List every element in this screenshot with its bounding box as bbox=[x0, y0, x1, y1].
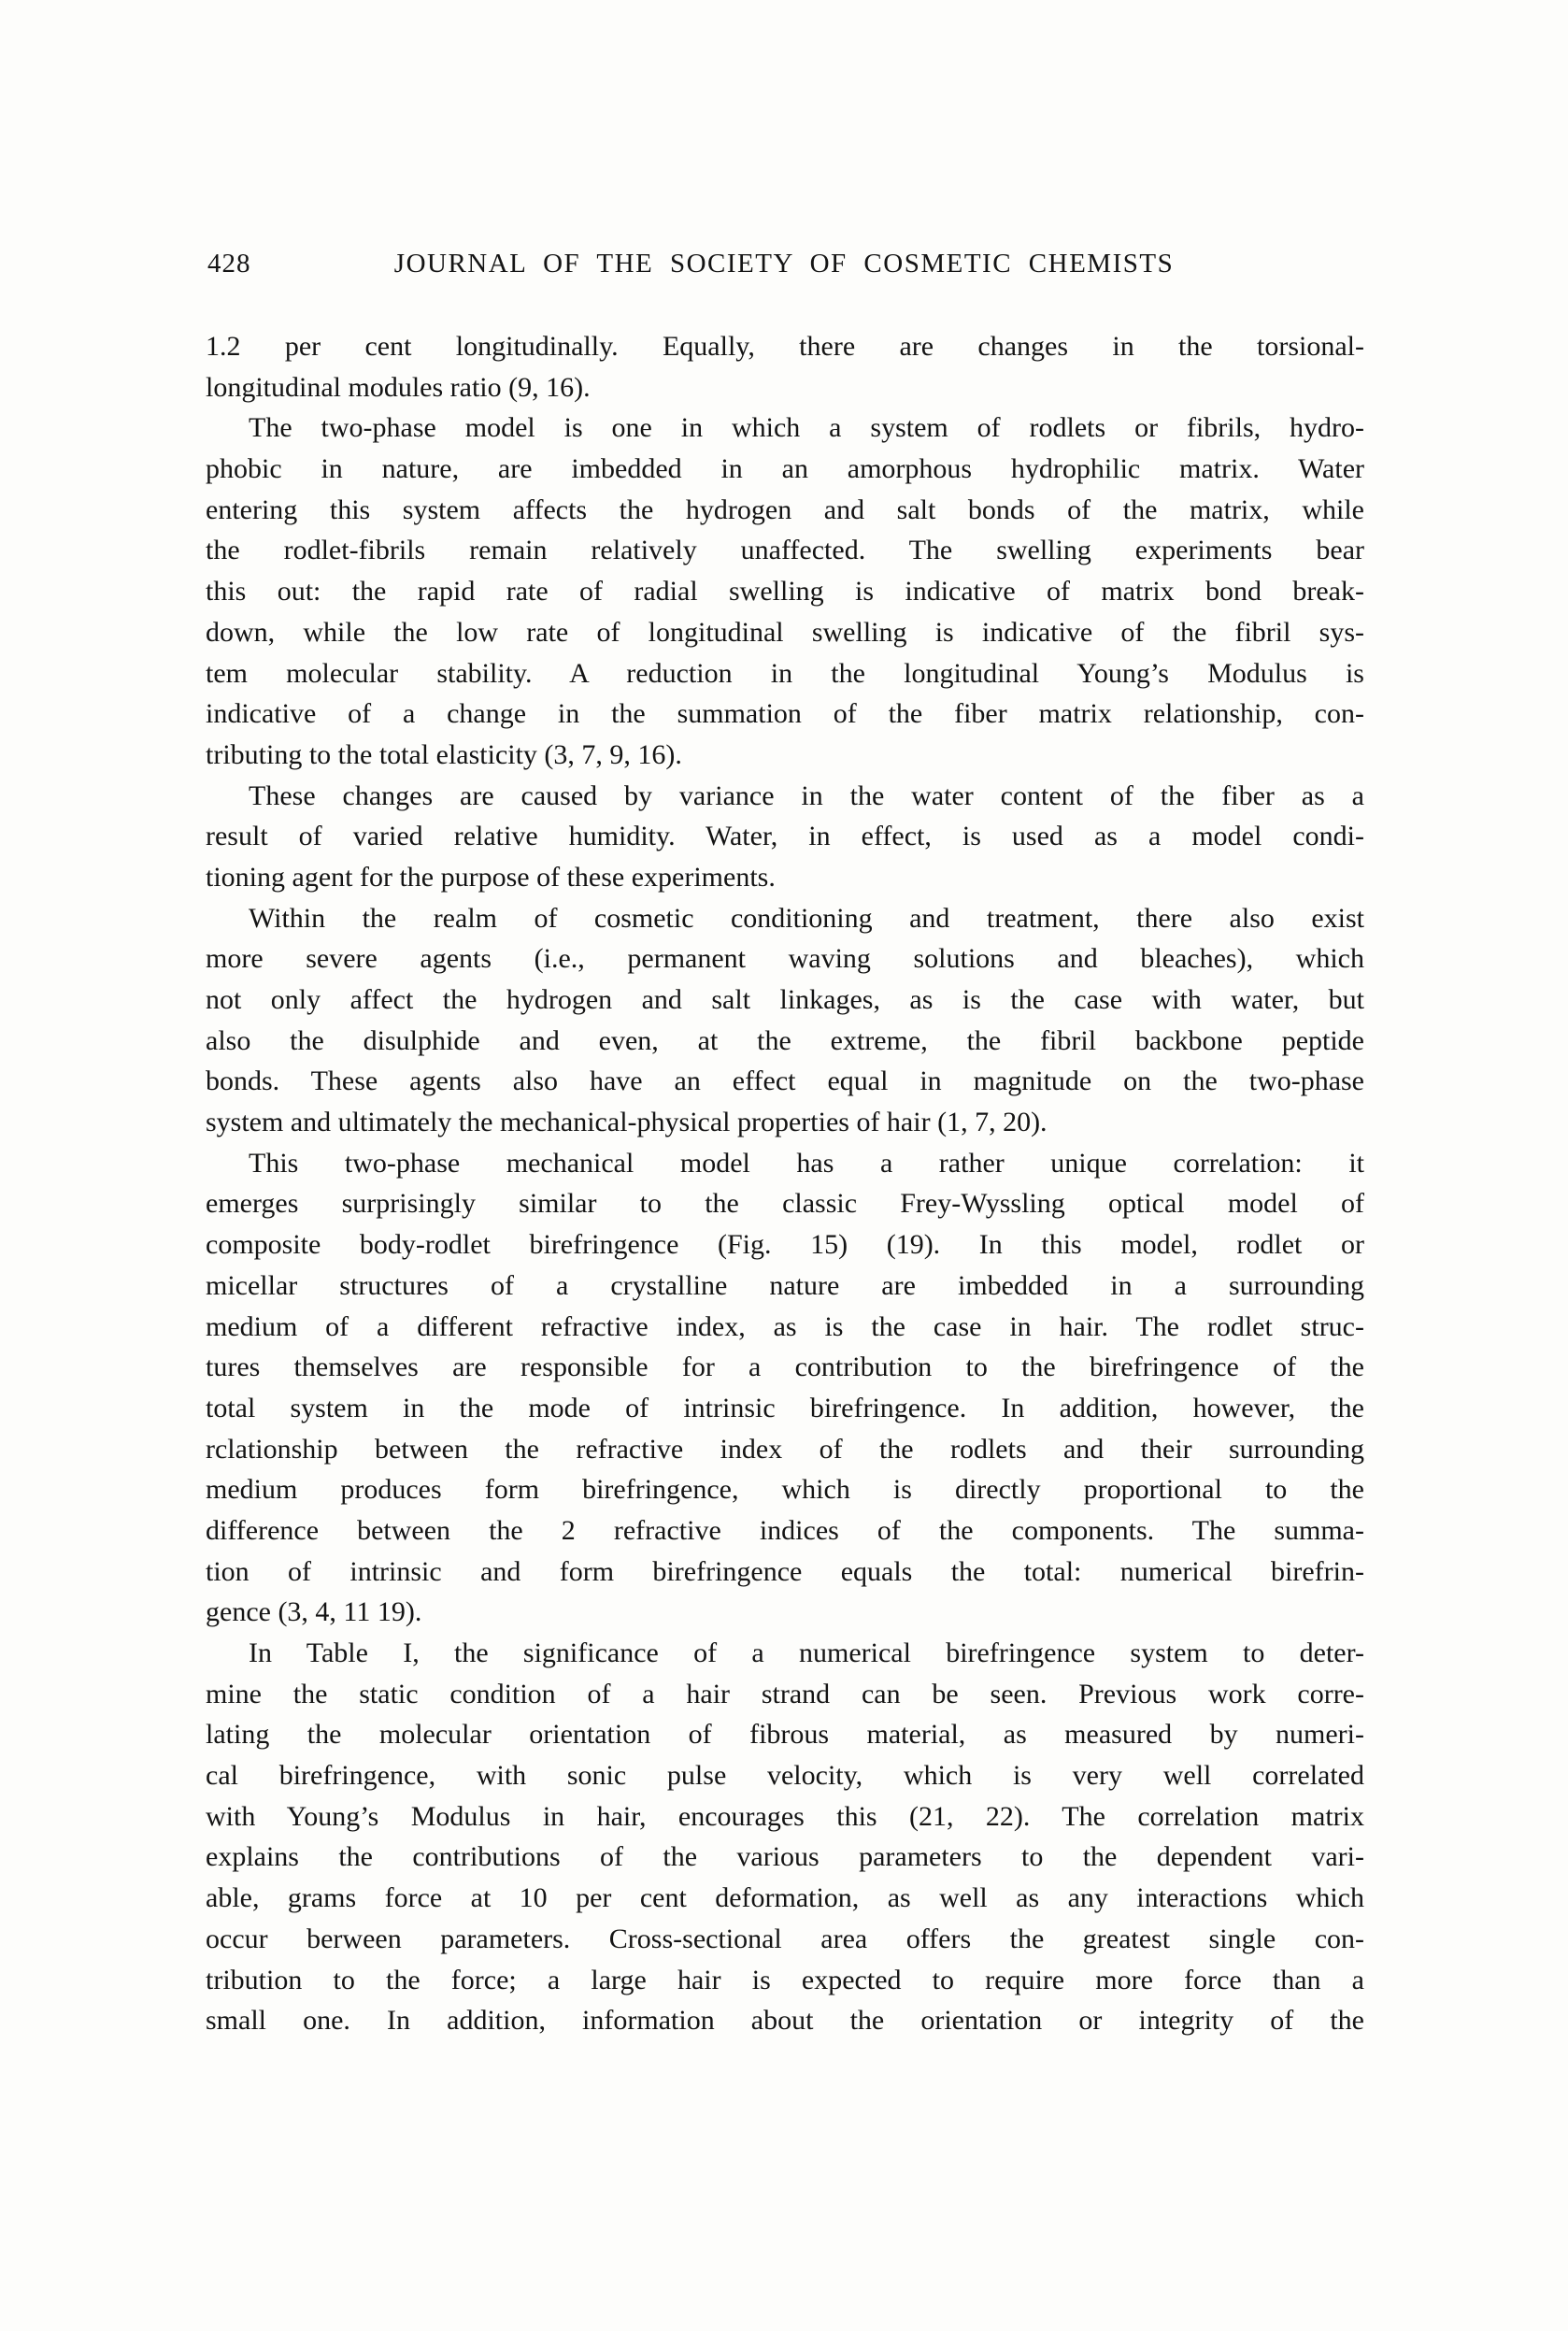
text-line: tioning agent for the purpose of these experiments. bbox=[206, 861, 776, 893]
text-line: medium of a different refractive index, as is the case in hair. The rodlet struc- bbox=[206, 1310, 1364, 1342]
text-line: gence (3, 4, 11 19). bbox=[206, 1596, 422, 1628]
text-line: Within the realm of cosmetic conditioning and treatment, there also exist bbox=[249, 902, 1364, 934]
text-line: tion of intrinsic and form birefringence equals the total: numerical birefrin- bbox=[206, 1555, 1364, 1587]
text-line: total system in the mode of intrinsic birefringence. In addition, however, the bbox=[206, 1392, 1364, 1423]
text-line: entering this system affects the hydrogen and salt bonds of the matrix, while bbox=[206, 493, 1364, 525]
text-line: indicative of a change in the summation of the fiber matrix relationship, con- bbox=[206, 698, 1364, 730]
text-line: composite body-rodlet birefringence (Fig. 15) (19). In this model, rodlet or bbox=[206, 1229, 1364, 1261]
text-line: longitudinal modules ratio (9, 16). bbox=[206, 371, 591, 403]
text-line: emerges surprisingly similar to the classic Frey-Wyssling optical model of bbox=[206, 1188, 1364, 1220]
text-line: not only affect the hydrogen and salt linkages, as is the case with water, but bbox=[206, 984, 1364, 1015]
text-line: small one. In addition, information about the orientation or integrity of the bbox=[206, 2005, 1364, 2037]
text-line: with Young’s Modulus in hair, encourages this (21, 22). The correlation matrix bbox=[206, 1800, 1364, 1832]
journal-title: JOURNAL OF THE SOCIETY OF COSMETIC CHEMISTS bbox=[393, 249, 1175, 279]
text-line: In Table I, the significance of a numerical birefringence system to deter- bbox=[249, 1637, 1364, 1668]
text-line: phobic in nature, are imbedded in an amorphous hydrophilic matrix. Water bbox=[206, 453, 1364, 485]
text-line: the rodlet-fibrils remain relatively unaffected. The swelling experiments bear bbox=[206, 535, 1364, 566]
text-line: system and ultimately the mechanical-physical properties of hair (1, 7, 20). bbox=[206, 1107, 1048, 1138]
text-line: tribution to the force; a large hair is expected to require more force than a bbox=[206, 1964, 1364, 1995]
text-line: more severe agents (i.e., permanent waving solutions and bleaches), which bbox=[206, 943, 1364, 975]
text-line: able, grams force at 10 per cent deformation, as well as any interactions which bbox=[206, 1882, 1364, 1914]
text-line: rclationship between the refractive index of the rodlets and their surrounding bbox=[206, 1433, 1364, 1465]
text-line: tures themselves are responsible for a contribution to the birefringence of the bbox=[206, 1351, 1364, 1383]
page-number: 428 bbox=[207, 249, 251, 279]
text-line: This two-phase mechanical model has a rather unique correlation: it bbox=[249, 1147, 1364, 1179]
text-line: These changes are caused by variance in the water content of the fiber as a bbox=[249, 779, 1364, 811]
text-line: micellar structures of a crystalline nature are imbedded in a surrounding bbox=[206, 1269, 1364, 1301]
text-line: bonds. These agents also have an effect equal in magnitude on the two-phase bbox=[206, 1065, 1364, 1097]
text-line: mine the static condition of a hair strand can be seen. Previous work corre- bbox=[206, 1678, 1364, 1709]
text-line: result of varied relative humidity. Water, in effect, is used as a model condi- bbox=[206, 821, 1364, 852]
text-line: The two-phase model is one in which a system of rodlets or fibrils, hydro- bbox=[249, 412, 1364, 444]
text-line: tem molecular stability. A reduction in the longitudinal Young’s Modulus is bbox=[206, 657, 1364, 689]
text-line: explains the contributions of the various parameters to the dependent vari- bbox=[206, 1841, 1364, 1873]
text-line: difference between the 2 refractive indices of the components. The summa- bbox=[206, 1514, 1364, 1546]
text-line: occur berween parameters. Cross-sectional area offers the greatest single con- bbox=[206, 1923, 1364, 1954]
text-line: tributing to the total elasticity (3, 7, 9, 16). bbox=[206, 738, 682, 770]
text-line: down, while the low rate of longitudinal swelling is indicative of the fibril sys- bbox=[206, 616, 1364, 648]
text-line: also the disulphide and even, at the extreme, the fibril backbone peptide bbox=[206, 1024, 1364, 1056]
text-line: medium produces form birefringence, which is directly proportional to the bbox=[206, 1474, 1364, 1506]
text-line: 1.2 per cent longitudinally. Equally, there are changes in the torsional- bbox=[206, 331, 1364, 362]
text-line: this out: the rapid rate of radial swelling is indicative of matrix bond break- bbox=[206, 576, 1364, 608]
text-line: cal birefringence, with sonic pulse velocity, which is very well correlated bbox=[206, 1760, 1364, 1792]
text-line: lating the molecular orientation of fibrous material, as measured by numeri- bbox=[206, 1719, 1364, 1751]
body-text bbox=[206, 326, 1364, 2041]
running-head bbox=[0, 244, 1568, 283]
